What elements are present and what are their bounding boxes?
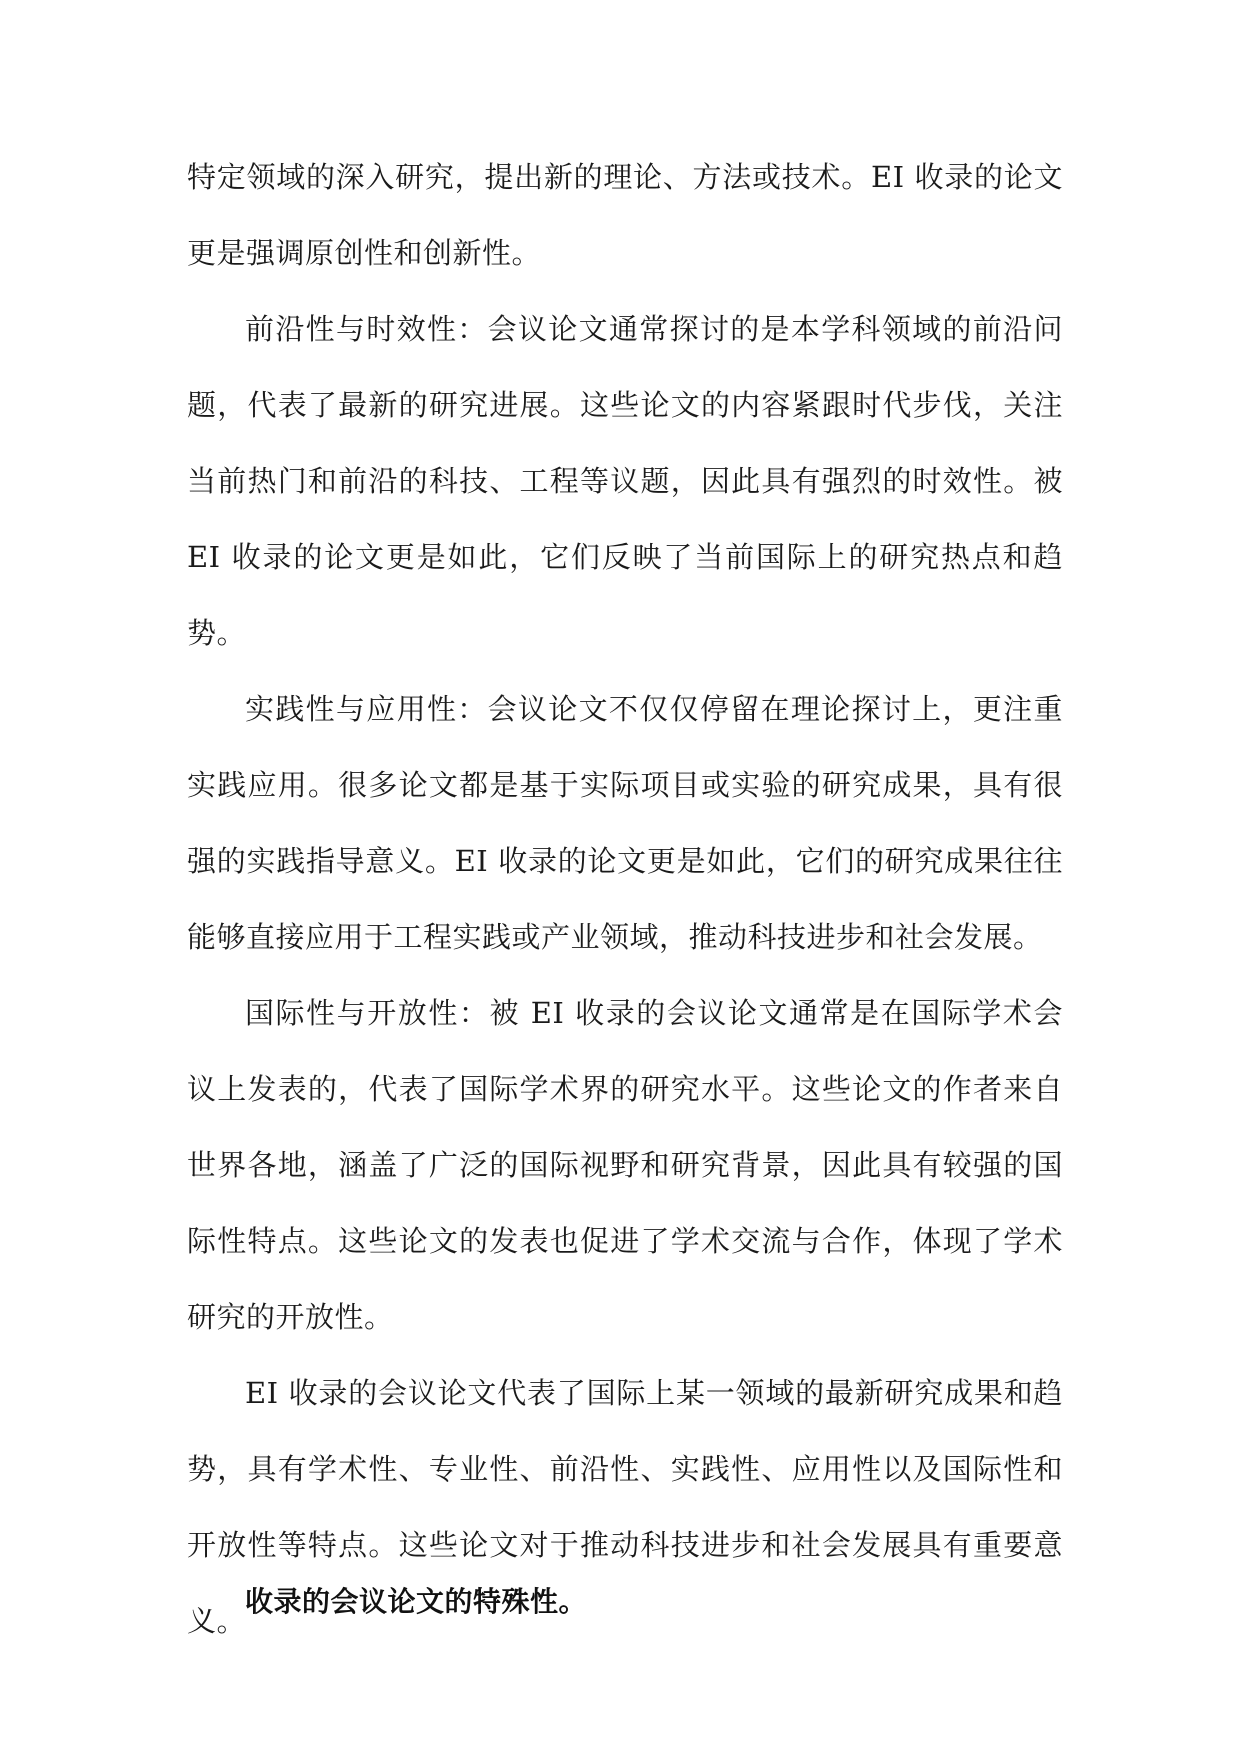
body-text (187, 139, 1063, 1659)
paragraph-international-openness: 国际性与开放性：被 EI 收录的会议论文通常是在国际学术会议上发表的，代表了国际学术界的研究水平。这些论文的作者来自世界各地，涵盖了广泛的国际视野和研究背景，因此具有较强的国际性特点。这些论文的发表也促进了学术交流与合作，体现了学术研究的开放性。 (187, 996, 1063, 1334)
paragraph-frontier-timeliness: 前沿性与时效性：会议论文通常探讨的是本学科领域的前沿问题，代表了最新的研究进展。这些论文的内容紧跟时代步伐，关注当前热门和前沿的科技、工程等议题，因此具有强烈的时效性。被 EI 收录的论文更是如此，它们反映了当前国际上的研究热点和趋势。 (187, 312, 1063, 650)
paragraph-summary: EI 收录的会议论文代表了国际上某一领域的最新研究成果和趋势，具有学术性、专业性、前沿性、实践性、应用性以及国际性和开放性等特点。这些论文对于推动科技进步和社会发展具有重要意义。 (187, 1376, 1063, 1638)
section-heading: 收录的会议论文的特殊性。 (245, 1585, 588, 1618)
paragraph-practice-application: 实践性与应用性：会议论文不仅仅停留在理论探讨上，更注重实践应用。很多论文都是基于实际项目或实验的研究成果，具有很强的实践指导意义。EI 收录的论文更是如此，它们的研究成果往往能够直接应用于工程实践或产业领域，推动科技进步和社会发展。 (187, 692, 1063, 954)
paragraph-continuation: 特定领域的深入研究，提出新的理论、方法或技术。EI 收录的论文更是强调原创性和创新性。 (187, 160, 1063, 270)
